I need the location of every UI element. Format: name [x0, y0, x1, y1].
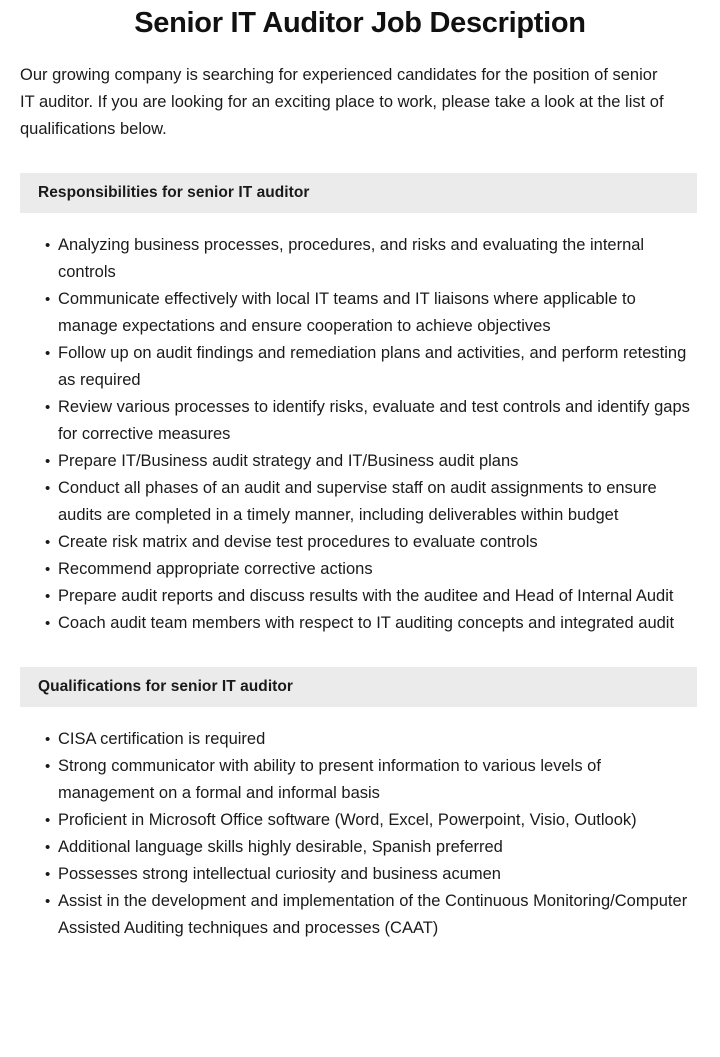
list-item: [45, 888, 696, 942]
bullet-icon: •: [45, 812, 51, 829]
list-item-text: Strong communicator with ability to present information to various levels of management on a formal and informal basis: [58, 757, 601, 802]
list-item: [45, 861, 696, 888]
list-item-text: Review various processes to identify risks, evaluate and test controls and identify gaps for corrective measures: [58, 398, 690, 443]
section-heading-label: Qualifications for senior IT auditor: [38, 678, 293, 695]
list-item-text: Conduct all phases of an audit and supervise staff on audit assignments to ensure audits are completed in a timely manner, including deliverables within budget: [58, 479, 657, 524]
bullet-icon: •: [45, 237, 51, 254]
list-item: [45, 610, 696, 637]
bullet-icon: •: [45, 291, 51, 308]
section-header: [20, 173, 697, 213]
bullet-icon: •: [45, 534, 51, 551]
list-item: [45, 529, 696, 556]
list-item-text: Analyzing business processes, procedures, and risks and evaluating the internal controls: [58, 236, 645, 281]
list-item-text: Possesses strong intellectual curiosity and business acumen: [58, 865, 501, 883]
list-item-text: Prepare IT/Business audit strategy and IT/Business audit plans: [58, 452, 519, 470]
list-item-text: Assist in the development and implementation of the Continuous Monitoring/Computer Assisted Auditing techniques and processes (CAAT): [58, 892, 688, 937]
bullet-icon: •: [45, 588, 51, 605]
bullet-list: [0, 213, 720, 637]
list-item-text: Proficient in Microsoft Office software (Word, Excel, Powerpoint, Visio, Outlook): [58, 811, 637, 829]
section-header-wrapper: [0, 173, 720, 213]
section-header: [20, 667, 697, 707]
bullet-icon: •: [45, 615, 51, 632]
bullet-icon: •: [45, 345, 51, 362]
list-item: [45, 807, 696, 834]
list-item: [45, 753, 696, 807]
bullet-icon: •: [45, 399, 51, 416]
list-item-text: Follow up on audit findings and remediation plans and activities, and perform retesting as required: [58, 344, 687, 389]
list-item-text: Create risk matrix and devise test procedures to evaluate controls: [58, 533, 538, 551]
bullet-icon: •: [45, 731, 51, 748]
page-title: Senior IT Auditor Job Description: [134, 7, 586, 39]
section-header-wrapper: [0, 667, 720, 707]
bullet-icon: •: [45, 839, 51, 856]
bullet-icon: •: [45, 866, 51, 883]
bullet-icon: •: [45, 453, 51, 470]
list-item: [45, 286, 696, 340]
bullet-icon: •: [45, 893, 51, 910]
list-item-text: Coach audit team members with respect to IT auditing concepts and integrated audit: [58, 614, 675, 632]
list-item: [45, 232, 696, 286]
list-item-text: CISA certification is required: [58, 730, 266, 748]
section: [0, 667, 720, 966]
section: [0, 173, 720, 637]
list-item: [45, 394, 696, 448]
list-item-text: Recommend appropriate corrective actions: [58, 560, 373, 578]
bullet-icon: •: [45, 561, 51, 578]
list-item-text: Prepare audit reports and discuss results with the auditee and Head of Internal Audit: [58, 587, 674, 605]
bullet-list: [0, 707, 720, 966]
sections-container: [0, 173, 720, 966]
section-heading-label: Responsibilities for senior IT auditor: [38, 184, 310, 201]
intro-paragraph: Our growing company is searching for experienced candidates for the position of senior IT auditor. If you are looking for an exciting place to work, please take a look at the list of qualifications below.: [20, 66, 664, 138]
list-item-text: Communicate effectively with local IT teams and IT liaisons where applicable to manage expectations and ensure cooperation to achieve objectives: [58, 290, 636, 335]
list-item: [45, 475, 696, 529]
bullet-icon: •: [45, 758, 51, 775]
list-item: [45, 583, 696, 610]
list-item: [45, 834, 696, 861]
list-item: [45, 340, 696, 394]
list-item: [45, 556, 696, 583]
bullet-icon: •: [45, 480, 51, 497]
list-item: [45, 448, 696, 475]
list-item: [45, 726, 696, 753]
list-item-text: Additional language skills highly desirable, Spanish preferred: [58, 838, 503, 856]
